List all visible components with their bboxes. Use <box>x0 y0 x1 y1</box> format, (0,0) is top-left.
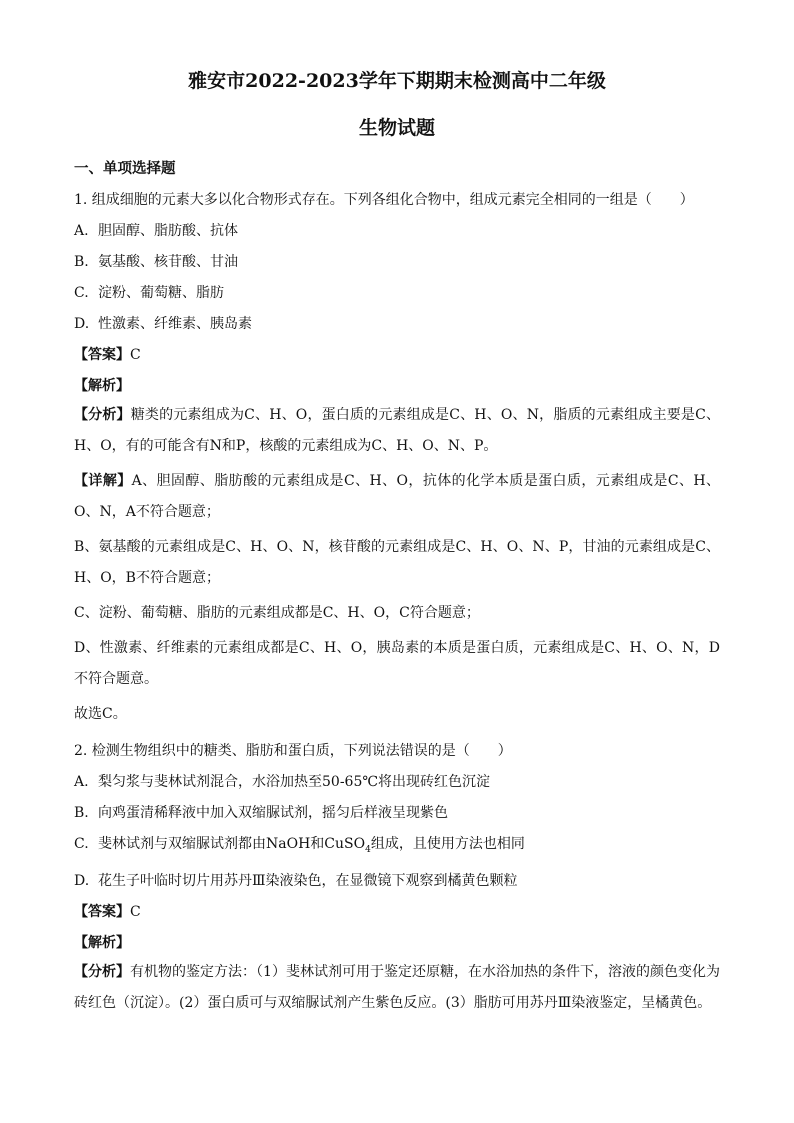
question-1-option-a <box>74 221 720 241</box>
option-text: 胆固醇、脂肪酸、抗体 <box>98 223 238 239</box>
question-1-answer <box>74 345 720 365</box>
fenxi-text: 有机物的鉴定方法：（1）斐林试剂可用于鉴定还原糖，在水浴加热的条件下，溶液的颜色变化为砖红色（沉淀）。(2）蛋白质可与双缩脲试剂产生紫色反应。(3）脂肪可用苏丹Ⅲ染液鉴定，呈橘黄色。 <box>74 963 721 1011</box>
answer-value: C <box>130 903 141 920</box>
question-2-option-d <box>74 871 720 891</box>
question-1-conclusion: 故选C。 <box>74 706 127 722</box>
fenxi-text: 糖类的元素组成为C、H、O，蛋白质的元素组成是C、H、O、N，脂质的元素组成主要是C、H、O，有的可能含有N和P，核酸的元素组成为C、H、O、N、P。 <box>74 407 720 454</box>
question-1-xiangjie-c: C、淀粉、葡萄糖、脂肪的元素组成都是C、H、O，C符合题意； <box>74 605 480 621</box>
option-text: 氨基酸、核苷酸、甘油 <box>98 254 238 270</box>
fenxi-tag: 【分析】 <box>74 407 131 423</box>
option-letter: B. <box>74 254 89 270</box>
section-heading: 一、单项选择题 <box>74 160 176 177</box>
question-1-option-d <box>74 314 720 334</box>
question-1-analysis-tag <box>74 376 720 396</box>
question-1-xiangjie-d: D、性激素、纤维素的元素组成都是C、H、O，胰岛素的本质是蛋白质，元素组成是C、H、O、N，D不符合题意。 <box>74 640 720 687</box>
question-1-fenxi <box>74 400 720 462</box>
option-letter: B. <box>74 805 89 821</box>
option-text: 淀粉、葡萄糖、脂肪 <box>98 285 224 301</box>
question-2-fenxi <box>74 957 720 1019</box>
option-text: 花生子叶临时切片用苏丹Ⅲ染液染色，在显微镜下观察到橘黄色颗粒 <box>98 872 518 889</box>
option-text-before: 斐林试剂与双缩脲试剂都由NaOH和CuSO <box>98 836 366 852</box>
option-letter: A. <box>74 774 89 790</box>
question-2-option-b <box>74 803 720 823</box>
option-letter: A. <box>74 223 89 239</box>
option-text: 梨匀浆与斐林试剂混合，水浴加热至50-65℃将出现砖红色沉淀 <box>98 774 491 790</box>
question-2-answer <box>74 902 720 922</box>
question-1-option-b <box>74 252 720 272</box>
answer-tag: 【答案】 <box>74 347 130 363</box>
question-1-option-c <box>74 283 720 303</box>
fenxi-tag: 【分析】 <box>74 963 131 980</box>
option-letter: D. <box>74 316 90 332</box>
option-letter: D. <box>74 872 90 889</box>
question-2-option-a <box>74 772 720 792</box>
option-text: 向鸡蛋清稀释液中加入双缩脲试剂，摇匀后样液呈现紫色 <box>98 805 448 821</box>
document-subtitle: 生物试题 <box>358 117 435 139</box>
question-2-analysis-tag <box>74 933 720 953</box>
answer-value: C <box>130 347 141 363</box>
option-letter: C. <box>74 285 89 301</box>
xiangjie-tag: 【详解】 <box>74 473 132 489</box>
analysis-tag: 【解析】 <box>74 378 130 394</box>
question-1-xiangjie-a <box>74 466 720 528</box>
option-letter: C. <box>74 836 89 852</box>
question-2-option-c <box>74 834 720 860</box>
option-text-after: 组成，且使用方法也相同 <box>370 836 525 852</box>
question-2-stem: 2. 检测生物组织中的糖类、脂肪和蛋白质，下列说法错误的是（ ） <box>74 743 512 759</box>
analysis-tag: 【解析】 <box>74 934 130 951</box>
option-text: 性激素、纤维素、胰岛素 <box>98 316 252 332</box>
question-1-stem: 1. 组成细胞的元素大多以化合物形式存在。下列各组化合物中，组成元素完全相同的一组是（ ） <box>74 192 694 208</box>
question-1-xiangjie-b: B、氨基酸的元素组成是C、H、O、N，核苷酸的元素组成是C、H、O、N、P，甘油的元素组成是C、H、O，B不符合题意； <box>74 539 720 586</box>
subscript: 4 <box>365 844 371 855</box>
answer-tag: 【答案】 <box>74 903 130 920</box>
xiangjie-text: A、胆固醇、脂肪酸的元素组成是C、H、O，抗体的化学本质是蛋白质，元素组成是C、H、O、N，A不符合题意； <box>74 473 720 520</box>
document-title: 雅安市2022-2023学年下期期末检测高中二年级 <box>188 70 606 92</box>
